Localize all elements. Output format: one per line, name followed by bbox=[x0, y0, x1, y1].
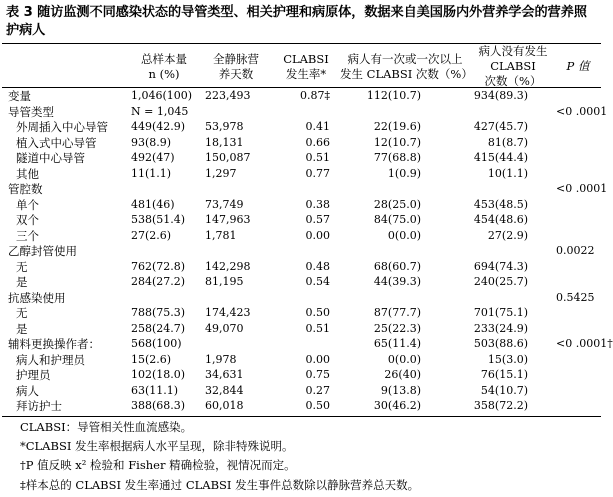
cell-c1: 27(2.6) bbox=[131, 228, 172, 242]
cell-c2: 1,781 bbox=[205, 228, 237, 242]
cell-c1: 258(24.7) bbox=[131, 321, 186, 335]
cell-c5: 934(89.3) bbox=[473, 89, 528, 102]
cell-c2: 81,195 bbox=[205, 275, 244, 288]
row-label: 外周插入中心导管 bbox=[16, 120, 108, 134]
cell-c3: 0.66 bbox=[305, 135, 330, 149]
cell-c2: 174,423 bbox=[205, 306, 251, 319]
cell-c4: 26(40) bbox=[384, 368, 421, 381]
cell-c3: 0.48 bbox=[305, 259, 330, 273]
table-bottom-rule bbox=[2, 416, 601, 417]
cell-c4: 9(13.8) bbox=[380, 383, 421, 397]
footnote-total-rate: ‡样本总的 CLABSI 发生率通过 CLABSI 发生事件总数除以静脉营养总天数。 bbox=[20, 478, 420, 492]
cell-c5: 427(45.7) bbox=[473, 120, 528, 133]
cell-c1: 284(27.2) bbox=[131, 275, 186, 288]
cell-c1: 481(46) bbox=[131, 197, 175, 211]
row-label: 抗感染使用 bbox=[8, 290, 66, 305]
cell-c4: 22(19.6) bbox=[373, 120, 421, 133]
cell-c3: 0.50 bbox=[305, 306, 330, 319]
cell-c1: 388(68.3) bbox=[131, 399, 186, 412]
header-without-clabsi: 病人没有发生 CLABSI 次数（%） bbox=[478, 44, 548, 88]
cell-c1: 449(42.9) bbox=[131, 120, 186, 133]
cell-c5: 233(24.9) bbox=[473, 321, 528, 335]
cell-c4: 0(0.0) bbox=[387, 352, 421, 366]
cell-c1: N = 1,045 bbox=[131, 104, 189, 118]
cell-c1: 568(100) bbox=[131, 337, 182, 350]
row-label: 无 bbox=[16, 259, 28, 274]
row-label: 单个 bbox=[16, 197, 39, 212]
cell-c3: 0.50 bbox=[305, 399, 330, 412]
cell-c4: 87(77.7) bbox=[373, 306, 421, 319]
cell-p: <0 .0001† bbox=[556, 337, 613, 350]
cell-c4: 12(10.7) bbox=[373, 135, 421, 149]
row-label: 病人 bbox=[16, 383, 39, 398]
cell-c4: 25(22.3) bbox=[373, 321, 421, 335]
header-with-clabsi: 病人有一次或一次以上 发生 CLABSI 次数（%） bbox=[340, 52, 473, 81]
cell-c1: 1,046(100) bbox=[131, 89, 193, 102]
footnote-rate: *CLABSI 发生率根据病人水平呈现，除非特殊说明。 bbox=[20, 439, 294, 453]
cell-c3: 0.51 bbox=[305, 151, 330, 164]
cell-c2: 1,978 bbox=[205, 352, 237, 366]
cell-c3: 0.00 bbox=[305, 352, 330, 366]
cell-c4: 30(46.2) bbox=[373, 399, 421, 412]
cell-c3: 0.51 bbox=[305, 321, 330, 335]
row-label: 拜访护士 bbox=[16, 399, 62, 413]
cell-c4: 84(75.0) bbox=[373, 213, 421, 226]
row-label: 病人和护理员 bbox=[16, 352, 85, 367]
cell-c4: 68(60.7) bbox=[373, 259, 421, 273]
cell-c5: 27(2.9) bbox=[487, 228, 528, 242]
footnote-p-value: †P 值反映 x² 检验和 Fisher 精确检验，视情况而定。 bbox=[20, 458, 296, 472]
cell-c3: 0.87‡ bbox=[300, 89, 330, 102]
row-label: 双个 bbox=[16, 213, 39, 227]
row-label: 辅料更换操作者： bbox=[8, 337, 100, 351]
cell-p: 0.5425 bbox=[556, 290, 595, 304]
cell-p: 0.0022 bbox=[556, 244, 595, 257]
cell-c1: 762(72.8) bbox=[131, 259, 186, 273]
cell-c2: 32,844 bbox=[205, 383, 244, 397]
cell-c3: 0.75 bbox=[305, 368, 330, 381]
cell-c3: 0.00 bbox=[305, 228, 330, 242]
cell-c3: 0.38 bbox=[305, 197, 330, 211]
row-label: 隧道中心导管 bbox=[16, 151, 85, 165]
row-label: 乙醇封管使用 bbox=[8, 244, 77, 258]
cell-c4: 1(0.9) bbox=[387, 166, 421, 180]
cell-c4: 44(39.3) bbox=[373, 275, 421, 288]
cell-c2: 147,963 bbox=[205, 213, 251, 226]
cell-c2: 49,070 bbox=[205, 321, 244, 335]
cell-c5: 454(48.6) bbox=[473, 213, 528, 226]
row-label: 管腔数 bbox=[8, 182, 43, 196]
cell-c5: 503(88.6) bbox=[473, 337, 528, 350]
header-tpn-days: 全静脉营 养天数 bbox=[213, 52, 259, 81]
cell-c5: 81(8.7) bbox=[487, 135, 528, 149]
row-label: 是 bbox=[16, 321, 28, 336]
header-total-sample: 总样本量 n (%) bbox=[141, 52, 187, 81]
cell-c2: 34,631 bbox=[205, 368, 244, 381]
row-label: 导管类型 bbox=[8, 104, 54, 119]
cell-c1: 11(1.1) bbox=[131, 166, 172, 180]
cell-c2: 53,978 bbox=[205, 120, 244, 133]
cell-p: <0 .0001 bbox=[556, 182, 608, 195]
cell-c1: 492(47) bbox=[131, 151, 175, 164]
cell-c3: 0.77 bbox=[305, 166, 330, 180]
row-label: 变量 bbox=[8, 89, 31, 103]
cell-c4: 28(25.0) bbox=[373, 197, 421, 211]
cell-c1: 538(51.4) bbox=[131, 213, 186, 226]
cell-c4: 65(11.4) bbox=[373, 337, 421, 350]
cell-c4: 112(10.7) bbox=[366, 89, 421, 102]
row-label: 无 bbox=[16, 306, 28, 320]
footnote-abbreviation: CLABSI：导管相关性血流感染。 bbox=[20, 420, 193, 434]
cell-c1: 63(11.1) bbox=[131, 383, 179, 397]
cell-c3: 0.41 bbox=[305, 120, 330, 133]
row-label: 植入式中心导管 bbox=[16, 135, 97, 150]
row-label: 护理员 bbox=[16, 368, 51, 382]
cell-c5: 694(74.3) bbox=[473, 259, 528, 273]
cell-c2: 1,297 bbox=[205, 166, 237, 180]
row-label: 是 bbox=[16, 275, 28, 289]
row-label: 其他 bbox=[16, 166, 39, 181]
cell-c5: 240(25.7) bbox=[473, 275, 528, 288]
cell-c1: 102(18.0) bbox=[131, 368, 186, 381]
cell-c5: 10(1.1) bbox=[487, 166, 528, 180]
cell-c2: 223,493 bbox=[205, 89, 251, 102]
cell-c5: 358(72.2) bbox=[473, 399, 528, 412]
cell-c1: 93(8.9) bbox=[131, 135, 172, 149]
cell-c5: 701(75.1) bbox=[473, 306, 528, 319]
cell-c3: 0.27 bbox=[305, 383, 330, 397]
cell-c5: 415(44.4) bbox=[473, 151, 528, 164]
cell-c3: 0.54 bbox=[305, 275, 330, 288]
cell-c2: 73,749 bbox=[205, 197, 244, 211]
cell-p: <0 .0001 bbox=[556, 104, 608, 118]
table-header-rule bbox=[2, 87, 601, 88]
row-label: 三个 bbox=[16, 228, 39, 243]
cell-c2: 18,131 bbox=[205, 135, 244, 149]
cell-c5: 54(10.7) bbox=[480, 383, 528, 397]
cell-c5: 15(3.0) bbox=[487, 352, 528, 366]
header-p-value: P 值 bbox=[566, 59, 590, 73]
cell-c5: 76(15.1) bbox=[480, 368, 528, 381]
cell-c4: 0(0.0) bbox=[387, 228, 421, 242]
cell-c1: 788(75.3) bbox=[131, 306, 186, 319]
cell-c4: 77(68.8) bbox=[373, 151, 421, 164]
header-clabsi-rate: CLABSI 发生率* bbox=[283, 52, 329, 81]
cell-c2: 142,298 bbox=[205, 259, 251, 273]
table-title: 表 3 随访监测不同感染状态的导管类型、相关护理和病原体，数据来自美国肠内外营养学会的营养照护病人 bbox=[6, 5, 587, 38]
cell-c2: 150,087 bbox=[205, 151, 251, 164]
cell-c3: 0.57 bbox=[305, 213, 330, 226]
cell-c5: 453(48.5) bbox=[473, 197, 528, 211]
cell-c1: 15(2.6) bbox=[131, 352, 172, 366]
cell-c2: 60,018 bbox=[205, 399, 244, 412]
